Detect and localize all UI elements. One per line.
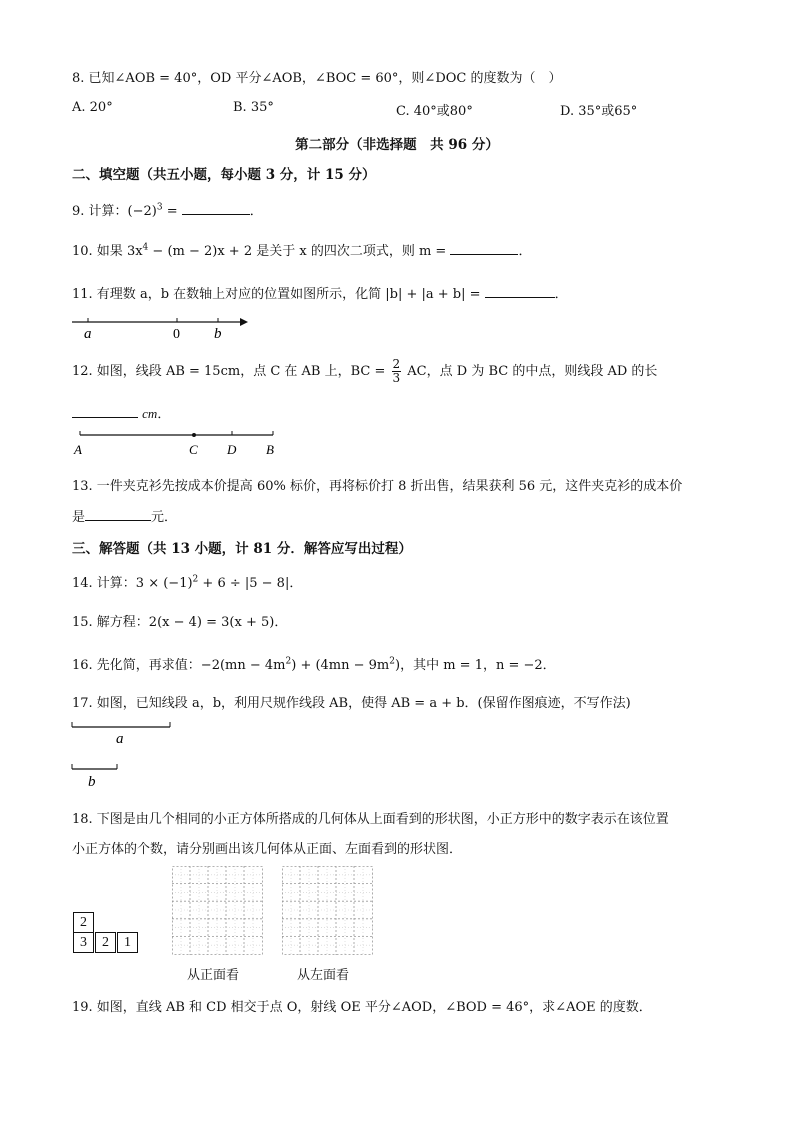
top-view-cell: 3 xyxy=(73,932,94,953)
question-13-line2 xyxy=(72,506,177,525)
top-view-cell: 1 xyxy=(117,932,138,953)
segment-b-label: b xyxy=(88,774,96,790)
number-line-figure xyxy=(70,310,250,344)
question-12-line2: cm． xyxy=(72,403,170,422)
question-12-suffix: AC，点 D 为 BC 的中点，则线段 AD 的长 xyxy=(407,364,658,379)
segment-label-c: C xyxy=(189,442,198,457)
question-13-answer-blank[interactable] xyxy=(85,508,151,521)
question-13-line1: 13. 一件夹克衫先按成本价提高 60% 标价，再将标价打 8 折出售，结果获利 56 元，这件夹克衫的成本价 xyxy=(72,479,683,494)
front-view-label: 从正面看 xyxy=(187,968,240,983)
question-10-answer-blank[interactable] xyxy=(450,242,518,255)
question-9-tail: = xyxy=(162,204,178,219)
question-13-suffix: 元． xyxy=(151,510,178,525)
question-8-option-d: D. 35°或65° xyxy=(560,104,638,119)
top-view-cell: 2 xyxy=(73,912,94,933)
question-9-exponent: 3 xyxy=(156,202,163,213)
question-17: 17. 如图，已知线段 a，b，利用尺规作线段 AB，使得 AB = a + b．(保留作图痕迹，不写作法) xyxy=(72,696,631,711)
question-8-stem: 8. 已知∠AOB = 40°，OD 平分∠AOB，∠BOC = 60°，则∠DOC 的度数为（ ） xyxy=(72,71,562,86)
question-14-tail: + 6 ÷ |5 − 8|． xyxy=(198,576,303,591)
question-10-exponent: 4 xyxy=(142,242,149,253)
question-9-prefix: 9. 计算： xyxy=(72,204,128,219)
question-13-prefix: 是 xyxy=(72,510,86,525)
section-two-title: 二、填空题（共五小题，每小题 3 分，计 15 分） xyxy=(72,167,376,183)
question-12-unit: cm xyxy=(142,406,158,421)
question-16-prefix: 16. 先化简，再求值：−2(mn − 4m xyxy=(72,658,286,673)
section-three-title: 三、解答题（共 13 小题，计 81 分．解答应写出过程） xyxy=(72,541,412,557)
question-12-prefix: 12. 如图，线段 AB = 15cm，点 C 在 AB 上，BC = xyxy=(72,364,386,379)
segment-label-a: A xyxy=(74,442,82,457)
top-view-cell: 2 xyxy=(95,932,116,953)
question-10: 10. 如果 $3x^4 - (m - 2)x + 2$ 是关于 x 的四次二项式，则 m = ． xyxy=(72,242,532,259)
question-15: 15. 解方程：2(x − 4) = 3(x + 5)． xyxy=(72,615,288,630)
question-16-tail: )，其中 m = 1，n = −2． xyxy=(395,658,556,673)
question-9: 9. 计算：$(-2)^3$ = ． xyxy=(72,202,263,219)
segment-a-label: a xyxy=(116,731,124,747)
question-11-text: 11. 有理数 a，b 在数轴上对应的位置如图所示，化简 |b| + |a + b| = xyxy=(72,287,481,302)
front-view-grid[interactable] xyxy=(172,866,264,956)
number-line-label-b: b xyxy=(214,326,222,342)
question-10-prefix: 10. 如果 3x xyxy=(72,244,143,259)
left-view-grid[interactable] xyxy=(282,866,374,956)
question-9-expr: (−2) xyxy=(127,204,157,219)
question-12-answer-blank[interactable] xyxy=(72,405,138,418)
question-11: 11. 有理数 a，b 在数轴上对应的位置如图所示，化简 |b| + |a + b| = ． xyxy=(72,287,568,302)
question-16-mid: ) + (4mn − 9m xyxy=(291,658,390,673)
question-14 xyxy=(72,572,302,591)
question-8-option-a: A. 20° xyxy=(72,100,113,115)
segment-label-d: D xyxy=(227,442,237,457)
question-19: 19. 如图，直线 AB 和 CD 相交于点 O，射线 OE 平分∠AOD，∠BOD = 46°，求∠AOE 的度数． xyxy=(72,1000,652,1015)
question-12 xyxy=(72,358,657,385)
question-10-mid: − (m − 2)x + 2 是关于 x 的四次二项式，则 m = xyxy=(148,244,447,259)
question-8-option-c: C. 40°或80° xyxy=(396,104,473,119)
question-18-line1: 18. 下图是由几个相同的小正方体所搭成的几何体从上面看到的形状图，小正方形中的数字表示在该位置 xyxy=(72,812,669,827)
question-18-line2: 小正方体的个数，请分别画出该几何体从正面、左面看到的形状图． xyxy=(72,842,463,857)
question-8-option-b: B. 35° xyxy=(233,100,274,115)
question-16-exponent-2: 2 xyxy=(389,656,395,667)
question-14-exponent: 2 xyxy=(192,574,199,585)
question-11-answer-blank[interactable] xyxy=(485,285,555,298)
number-line-label-a: a xyxy=(84,326,92,342)
question-16 xyxy=(72,654,556,673)
segment-label-b: B xyxy=(266,442,274,457)
segments-a-b-figure xyxy=(70,720,180,790)
question-9-answer-blank[interactable] xyxy=(182,202,250,215)
question-16-exponent-1: 2 xyxy=(285,656,292,667)
question-14-prefix: 14. 计算：3 × (−1) xyxy=(72,576,193,591)
fraction-two-thirds: $\frac{2}{3}$ xyxy=(392,357,401,385)
number-line-label-zero: 0 xyxy=(173,327,180,342)
segment-ab-figure xyxy=(70,428,290,460)
left-view-label: 从左面看 xyxy=(297,968,350,983)
part-two-title: 第二部分（非选择题 共 96 分） xyxy=(295,137,499,153)
